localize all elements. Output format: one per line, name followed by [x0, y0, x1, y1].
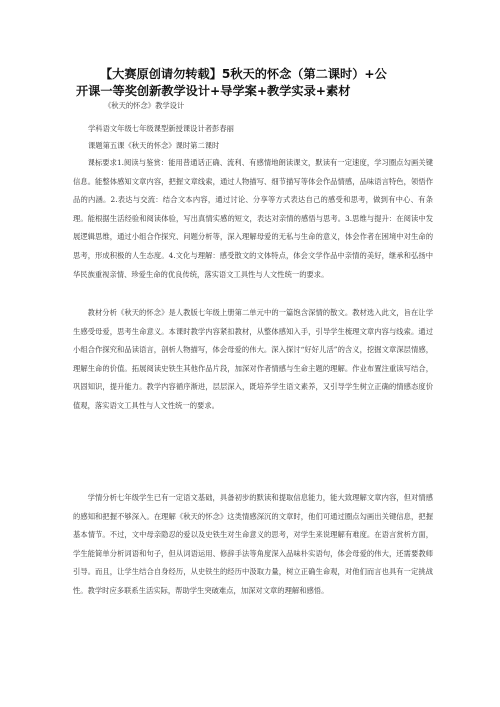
lesson-heading: 《秋天的怀念》教学设计	[104, 101, 185, 110]
title-line-1: 【大赛原创请勿转载】5秋天的怀念（第二课时）+公	[100, 67, 387, 81]
topic-line: 课题第五课《秋天的怀念》课时第二课时	[88, 141, 220, 150]
document-title	[76, 66, 460, 100]
title-line-2: 开课一等奖创新教学设计+导学案+教学实录+素材	[76, 84, 351, 98]
subject-line: 学科语文年级七年级课型新授课设计者彭春丽	[88, 124, 234, 133]
paragraph-textbook-analysis: 教材分析《秋天的怀念》是人教版七年级上册第二单元中的一篇饱含深情的散文。教材选入此文，旨在让学生感受母爱，思考生命意义。本课时教学内容紧扣教材，从整体感知入手，引导学生梳理文章内容与线索。通过小组合作探究和品读语言，剖析人物描写，体会母爱的伟大。深入探讨“好好儿活”的含义，挖掘文章深层情感，理解生命的价值。拓展阅读史铁生其他作品片段，加深对作者情感与生命主题的理解。作业布置注重读写结合，巩固知识，提升能力。教学内容循序渐进，层层深入，既培养学生语文素养，又引导学生树立正确的情感态度价值观，落实语文工具性与人文性统一的要求。	[73, 308, 433, 410]
paragraph-curriculum-goals: 课标要求1.阅读与鉴赏：能用普通话正确、流利、有感情地朗读课文，默读有一定速度，学习圈点勾画关键信息。能整体感知文章内容，把握文章线索，通过人物描写、细节描写等体会作品情感，品味语言特色，领悟作品的内涵。2.表达与交流：结合文本内容，通过讨论、分享等方式表达自己的感受和思考，做到有中心、有条理。能根据生活经验和阅读体验，写出真情实感的短文，表达对亲情的感悟与思考。3.思维与提升：在阅读中发展逻辑思维，通过小组合作探究、问题分析等，深入理解母爱的无私与生命的意义，体会作者在困境中对生命的思考，形成积极的人生态度。4.文化与理解：感受散文的文体特点，体会文学作品中亲情的美好，继承和弘扬中华民族重视亲情、珍爱生命的优良传统，落实语文工具性与人文性统一的要求。	[73, 158, 433, 279]
paragraph-student-analysis: 学情分析七年级学生已有一定语文基础，具备初步的默读和提取信息能力，能大致理解文章内容，但对情感的感知和把握不够深入。在理解《秋天的怀念》这类情感深沉的文章时，他们可通过圈点勾画出关键信息，把握基本情节。不过，文中母亲隐忍的爱以及史铁生对生命意义的思考，对学生来说理解有难度。在语言赏析方面，学生能简单分析词语和句子，但从词语运用、修辞手法等角度深入品味朴实语句，体会母爱的伟大，还需要教师引导。而且，让学生结合自身经历，从史铁生的经历中汲取力量，树立正确生命观，对他们而言也具有一定挑战性。教学时应多联系生活实际，帮助学生突破难点，加深对文章的理解和感悟。	[73, 493, 433, 595]
